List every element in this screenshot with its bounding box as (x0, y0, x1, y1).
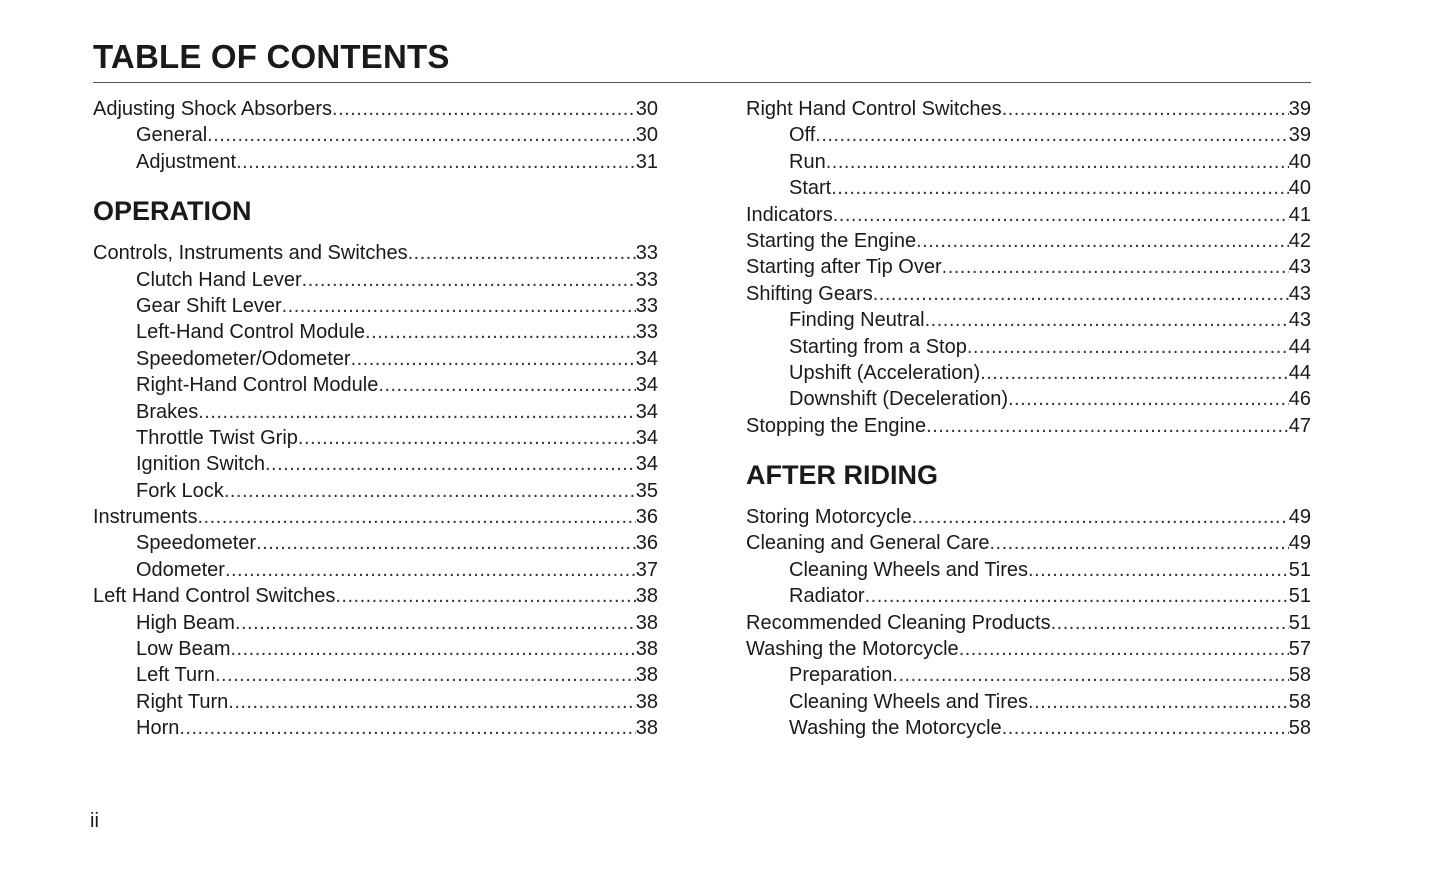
dot-leader (235, 610, 636, 636)
toc-entry-page: 33 (635, 294, 658, 317)
page-title: TABLE OF CONTENTS (93, 38, 450, 75)
toc-entry-page: 41 (1288, 203, 1311, 226)
page-number: ii (90, 810, 99, 832)
toc-entry-label: Cleaning Wheels and Tires (789, 558, 1029, 581)
dot-leader (925, 307, 1289, 333)
toc-entry-page: 33 (635, 268, 658, 291)
toc-entry[interactable] (93, 583, 658, 609)
toc-entry[interactable] (93, 240, 658, 266)
dot-leader (225, 557, 636, 583)
title-divider (93, 82, 1311, 83)
toc-group (93, 96, 658, 175)
toc-entry[interactable] (93, 610, 658, 636)
toc-entry-page: 49 (1288, 506, 1311, 529)
dot-leader (990, 530, 1289, 556)
toc-entry-page: 42 (1288, 229, 1311, 252)
dot-leader (1002, 96, 1289, 122)
toc-entry-page: 51 (1288, 611, 1311, 634)
dot-leader (224, 478, 636, 504)
dot-leader (1002, 715, 1289, 741)
toc-entry[interactable] (746, 583, 1311, 609)
toc-entry[interactable] (746, 386, 1311, 412)
toc-entry-page: 51 (1288, 585, 1311, 608)
toc-entry-page: 46 (1288, 388, 1311, 411)
toc-entry-label: Low Beam (136, 638, 231, 661)
toc-entry-page: 43 (1288, 282, 1311, 305)
dot-leader (833, 202, 1289, 228)
toc-entry-label: Instruments (93, 506, 198, 529)
dot-leader (198, 399, 636, 425)
toc-entry-label: Upshift (Acceleration) (789, 361, 981, 384)
dot-leader (967, 334, 1289, 360)
toc-entry[interactable] (746, 281, 1311, 307)
dot-leader (826, 149, 1289, 175)
dot-leader (942, 254, 1289, 280)
toc-entry[interactable] (746, 307, 1311, 333)
dot-leader (926, 413, 1289, 439)
toc-right-column (746, 96, 1311, 742)
toc-entry-page: 57 (1288, 638, 1311, 661)
toc-entry[interactable] (93, 636, 658, 662)
toc-entry[interactable] (93, 662, 658, 688)
section-heading-after-riding: AFTER RIDING (746, 460, 938, 491)
toc-entry-label: Left Hand Control Switches (93, 585, 336, 608)
toc-entry-page: 34 (635, 453, 658, 476)
dot-leader (265, 451, 636, 477)
toc-entry[interactable] (93, 504, 658, 530)
toc-group (93, 240, 658, 741)
dot-leader (980, 360, 1289, 386)
dot-leader (912, 504, 1289, 530)
toc-entry-label: Speedometer/Odometer (136, 347, 351, 370)
toc-entry-page: 49 (1288, 532, 1311, 555)
dot-leader (179, 715, 635, 741)
toc-entry-label: Washing the Motorcycle (746, 638, 959, 661)
toc-group (746, 504, 1311, 742)
dot-leader (197, 504, 635, 530)
toc-entry-page: 38 (635, 611, 658, 634)
toc-entry-label: Starting from a Stop (789, 335, 967, 358)
toc-entry-label: Start (789, 177, 832, 200)
toc-entry[interactable] (746, 202, 1311, 228)
toc-entry[interactable] (746, 610, 1311, 636)
toc-entry[interactable] (93, 425, 658, 451)
toc-entry-label: Cleaning Wheels and Tires (789, 690, 1029, 713)
dot-leader (231, 636, 636, 662)
toc-entry-label: Shifting Gears (746, 282, 873, 305)
dot-leader (873, 281, 1289, 307)
toc-entry-page: 34 (635, 347, 658, 370)
toc-entry-label: Off (789, 124, 816, 147)
toc-entry-label: Adjustment (136, 150, 237, 173)
toc-entry-page: 39 (1288, 98, 1311, 120)
dot-leader (207, 122, 636, 148)
toc-entry-label: Horn (136, 717, 180, 740)
toc-entry-page: 39 (1288, 124, 1311, 147)
dot-leader (378, 372, 635, 398)
toc-entry-label: Left Turn (136, 664, 215, 687)
toc-entry-label: Adjusting Shock Absorbers (93, 98, 333, 120)
toc-entry-label: Brakes (136, 400, 199, 423)
toc-entry-label: Left-Hand Control Module (136, 321, 366, 344)
toc-entry-page: 33 (635, 321, 658, 344)
toc-entry[interactable] (746, 175, 1311, 201)
toc-entry-page: 58 (1288, 690, 1311, 713)
toc-entry[interactable] (746, 122, 1311, 148)
toc-entry[interactable] (746, 636, 1311, 662)
dot-leader (335, 583, 635, 609)
dot-leader (215, 662, 636, 688)
toc-entry-page: 43 (1288, 256, 1311, 279)
toc-entry[interactable] (93, 478, 658, 504)
toc-entry[interactable] (93, 346, 658, 372)
dot-leader (302, 267, 636, 293)
toc-entry-page: 44 (1288, 361, 1311, 384)
toc-entry-label: Washing the Motorcycle (789, 717, 1002, 740)
toc-entry[interactable] (93, 530, 658, 556)
toc-entry-page: 47 (1288, 414, 1311, 437)
toc-entry-page: 30 (635, 98, 658, 120)
toc-entry-page: 40 (1288, 150, 1311, 173)
toc-entry-label: High Beam (136, 611, 235, 634)
dot-leader (282, 293, 636, 319)
toc-entry[interactable] (93, 267, 658, 293)
dot-leader (892, 662, 1288, 688)
toc-entry[interactable] (746, 715, 1311, 741)
toc-entry[interactable] (93, 293, 658, 319)
dot-leader (236, 149, 636, 175)
dot-leader (1008, 386, 1289, 412)
toc-entry-page: 44 (1288, 335, 1311, 358)
toc-entry-page: 58 (1288, 664, 1311, 687)
toc-entry-label: Controls, Instruments and Switches (93, 242, 408, 265)
toc-entry-label: Storing Motorcycle (746, 506, 912, 529)
toc-group (746, 96, 1311, 439)
toc-entry-page: 37 (635, 558, 658, 581)
toc-entry-page: 38 (635, 638, 658, 661)
toc-entry[interactable] (93, 557, 658, 583)
toc-entry-label: Right Hand Control Switches (746, 98, 1002, 120)
dot-leader (1028, 557, 1289, 583)
toc-entry[interactable] (93, 451, 658, 477)
toc-entry-label: Preparation (789, 664, 893, 687)
toc-entry-label: Right Turn (136, 690, 229, 713)
toc-entry-label: Throttle Twist Grip (136, 426, 298, 449)
toc-entry-label: Downshift (Deceleration) (789, 388, 1008, 411)
toc-entry-label: Starting the Engine (746, 229, 917, 252)
toc-entry-page: 35 (635, 479, 658, 502)
dot-leader (332, 96, 636, 122)
toc-entry-label: Finding Neutral (789, 309, 925, 332)
toc-entry[interactable] (746, 530, 1311, 556)
toc-entry-label: Odometer (136, 558, 225, 581)
toc-entry[interactable] (746, 334, 1311, 360)
toc-entry[interactable] (746, 557, 1311, 583)
toc-entry-page: 36 (635, 506, 658, 529)
toc-entry-label: Radiator (789, 585, 865, 608)
toc-entry-page: 38 (635, 664, 658, 687)
toc-entry-label: Run (789, 150, 826, 173)
toc-entry[interactable] (93, 372, 658, 398)
toc-entry-page: 36 (635, 532, 658, 555)
toc-entry[interactable] (93, 149, 658, 175)
toc-entry-page: 30 (635, 124, 658, 147)
toc-entry[interactable] (93, 319, 658, 345)
toc-entry-label: Stopping the Engine (746, 414, 927, 437)
toc-entry[interactable] (746, 689, 1311, 715)
toc-entry-label: Ignition Switch (136, 453, 265, 476)
toc-entry-page: 51 (1288, 558, 1311, 581)
toc-entry[interactable] (93, 689, 658, 715)
toc-entry[interactable] (746, 662, 1311, 688)
toc-left-column (93, 96, 658, 742)
dot-leader (1051, 610, 1289, 636)
dot-leader (256, 530, 636, 556)
toc-entry-label: General (136, 124, 208, 147)
toc-entry-page: 38 (635, 717, 658, 740)
toc-entry-page: 40 (1288, 177, 1311, 200)
dot-leader (351, 346, 636, 372)
toc-entry[interactable] (93, 96, 658, 122)
toc-entry-page: 58 (1288, 717, 1311, 740)
toc-entry[interactable] (746, 254, 1311, 280)
toc-entry-label: Cleaning and General Care (746, 532, 990, 555)
dot-leader (408, 240, 636, 266)
dot-leader (865, 583, 1289, 609)
dot-leader (916, 228, 1289, 254)
toc-entry-page: 38 (635, 585, 658, 608)
toc-entry[interactable] (746, 149, 1311, 175)
toc-entry[interactable] (746, 360, 1311, 386)
dot-leader (815, 122, 1288, 148)
toc-entry-label: Fork Lock (136, 479, 224, 502)
toc-entry[interactable] (93, 715, 658, 741)
dot-leader (1028, 689, 1289, 715)
toc-entry-page: 34 (635, 374, 658, 397)
dot-leader (831, 175, 1289, 201)
toc-entry-page: 31 (635, 150, 658, 173)
toc-entry-label: Speedometer (136, 532, 257, 555)
toc-entry-page: 33 (635, 242, 658, 265)
toc-entry-page: 34 (635, 426, 658, 449)
toc-entry-page: 43 (1288, 309, 1311, 332)
toc-entry-page: 38 (635, 690, 658, 713)
dot-leader (365, 319, 636, 345)
toc-entry-label: Indicators (746, 203, 833, 226)
toc-entry[interactable] (746, 96, 1311, 122)
toc-entry[interactable] (93, 122, 658, 148)
toc-entry[interactable] (746, 228, 1311, 254)
toc-entry[interactable] (746, 504, 1311, 530)
toc-entry-label: Gear Shift Lever (136, 294, 282, 317)
dot-leader (959, 636, 1289, 662)
toc-entry-label: Starting after Tip Over (746, 256, 942, 279)
section-heading-operation: OPERATION (93, 196, 252, 227)
toc-entry-page: 34 (635, 400, 658, 423)
dot-leader (298, 425, 636, 451)
dot-leader (228, 689, 635, 715)
toc-entry-label: Right-Hand Control Module (136, 374, 379, 397)
toc-entry[interactable] (93, 399, 658, 425)
toc-entry-label: Recommended Cleaning Products (746, 611, 1051, 634)
toc-entry-label: Clutch Hand Lever (136, 268, 302, 291)
toc-entry[interactable] (746, 413, 1311, 439)
